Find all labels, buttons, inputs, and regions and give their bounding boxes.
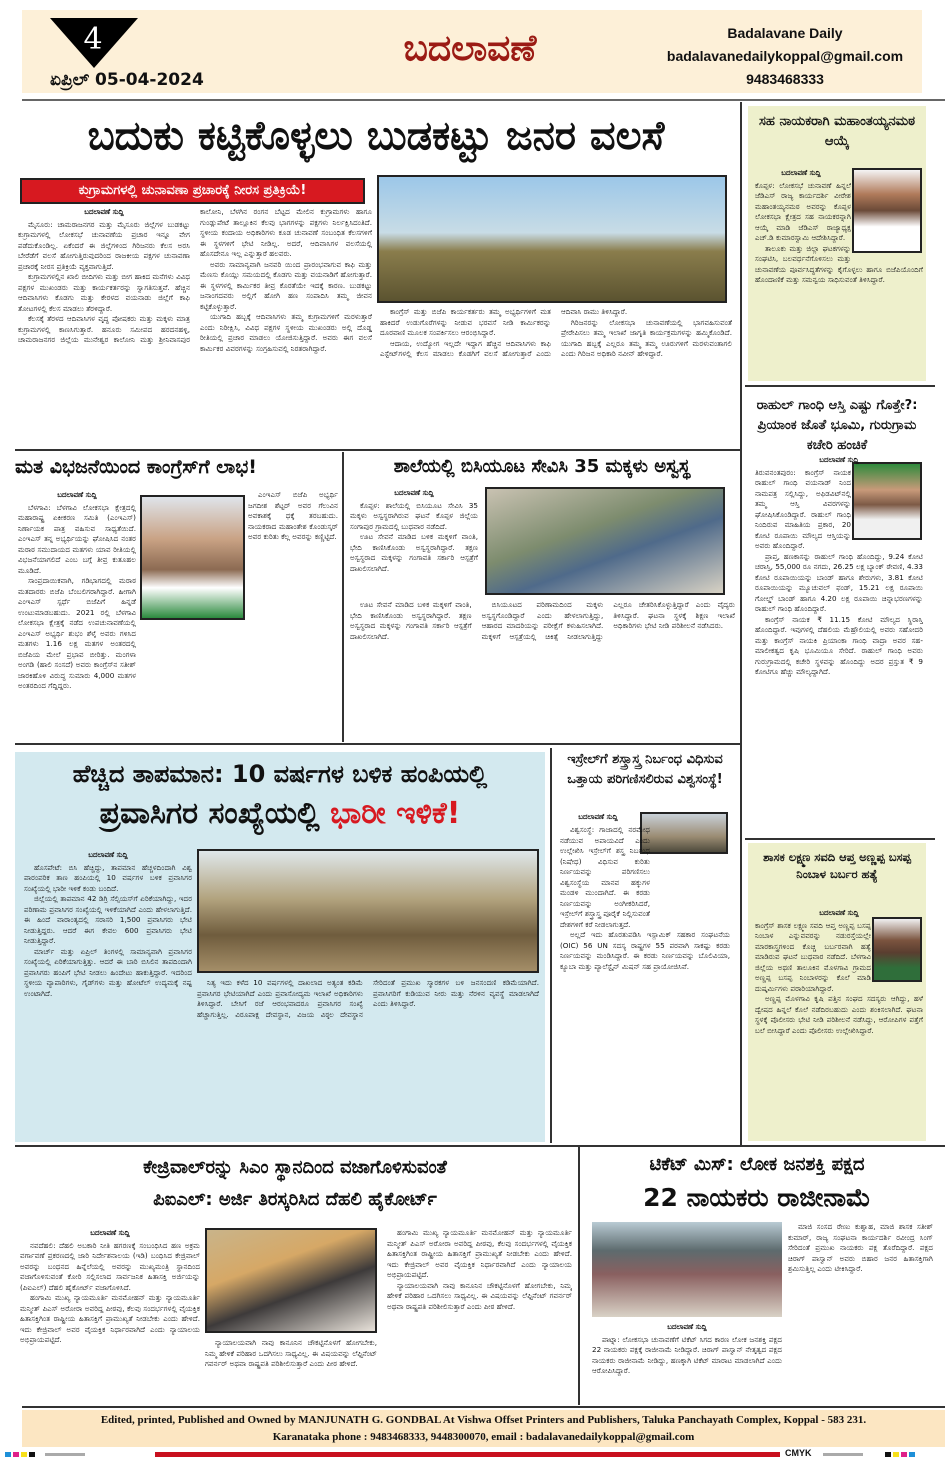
story2-headline: ಮತ ವಿಭಜನೆಯಿಂದ ಕಾಂಗ್ರೆಸ್‌ಗೆ ಲಾಭ! bbox=[15, 456, 257, 478]
sidebar-body-rahul bbox=[755, 455, 923, 827]
sidebar-body-jds bbox=[755, 168, 923, 378]
byline: ಬದಲಾವಣೆ ಸುದ್ದಿ bbox=[819, 909, 859, 917]
page-number: 4 bbox=[83, 22, 103, 57]
divider bbox=[15, 743, 740, 745]
imprint-line-2: Karanataka phone : 9483468333, 9448300070, email : badalavanedailykoppal@gmail.com bbox=[272, 1431, 695, 1443]
paragraph: ಮಾರ್ಚ್ ಮತ್ತು ಏಪ್ರಿಲ್ ತಿಂಗಳಲ್ಲಿ ಸಾಮಾನ್ಯವಾಗಿ ಪ್ರವಾಸಿಗರ ಸಂಖ್ಯೆಯಲ್ಲಿ ಏರಿಕೆಯಾಗುತ್ತಿತ್ತು. ಆದರೆ ಈ ಬಾರಿ ಬಿಸಿಲಿನ ತಾಪದಿಂದಾಗಿ ಪ್ರವಾಸಿಗರು ಹಂಪಿಗೆ ಭೇಟಿ ನೀಡಲು ಹಿಂದೇಟು ಹಾಕುತ್ತಿದ್ದಾರೆ. ಇದರಿಂದ ಸ್ಥಳೀಯ ವ್ಯಾಪಾರಿಗಳು, ಗೈಡ್‌ಗಳು ಮತ್ತು ಹೋಟೆಲ್ ಉದ್ಯಮಕ್ಕೆ ನಷ್ಟ ಉಂಟಾಗಿದೆ. bbox=[24, 946, 192, 998]
paragraph: ನ್ಯಾಯಾಲಯವಾಗಿ ನಾವು ಕಾನೂನಿನ ಚೌಕಟ್ಟಿನೊಳಗೆ ಹೋಗಬೇಕು, ನಿಮ್ಮ ಹೇಳಿಕೆ ಪರಿಹಾರ ಒದಗಿಸಲು ಸಾಧ್ಯವಿಲ್ಲ. ಈ ವಿಷಯವನ್ನು ಲೆಫ್ಟಿನೆಂಟ್ ಗವರ್ನರ್ ಅಥವಾ ರಾಷ್ಟ್ರಪತಿ ಪರಿಶೀಲಿಸುತ್ತಾರೆ ಎಂದು ಪೀಠ ಹೇಳಿದೆ. bbox=[387, 1280, 572, 1311]
contact-email: badalavanedailykoppal@gmail.com bbox=[666, 48, 904, 64]
rally-photo bbox=[592, 1222, 782, 1317]
byline: ಬದಲಾವಣೆ ಸುದ್ದಿ bbox=[90, 1229, 130, 1237]
paragraph: ನ್ಯಾಯಾಲಯವಾಗಿ ನಾವು ಕಾನೂನಿನ ಚೌಕಟ್ಟಿನೊಳಗೆ ಹೋಗಬೇಕು, ನಿಮ್ಮ ಹೇಳಿಕೆ ಪರಿಹಾರ ಒದಗಿಸಲು ಸಾಧ್ಯವಿಲ್ಲ. ಈ ವಿಷಯವನ್ನು ಲೆಫ್ಟಿನೆಂಟ್ ಗವರ್ನರ್ ಅಥವಾ ರಾಷ್ಟ್ರಪತಿ ಪರಿಶೀಲಿಸುತ್ತಾರೆ ಎಂದು ಪೀಠ ಹೇಳಿದೆ. bbox=[205, 1338, 377, 1368]
story6-body-col3 bbox=[387, 1228, 572, 1400]
paragraph: ಕಾಂಗ್ರೆಸ್ ನಾಯಕ ₹ 11.15 ಕೋಟಿ ಮೌಲ್ಯದ ಸ್ಥಿರಾಸ್ತಿ ಹೊಂದಿದ್ದಾರೆ. ಇವುಗಳಲ್ಲಿ ದೆಹಲಿಯ ಮೆಹ್ರೌಲಿಯಲ್ಲಿ ಅವರು ಸಹೋದರಿ ಮತ್ತು ಕಾಂಗ್ರೆಸ್ ನಾಯಕಿ ಪ್ರಿಯಾಂಕಾ ಗಾಂಧಿ ವಾದ್ರಾ ಅವರ ಸಹ-ಮಾಲೀಕತ್ವದ ಕೃಷಿ ಭೂಮಿಯೂ ಸೇರಿದೆ. ರಾಹುಲ್ ಗಾಂಧಿ ಅವರು ಗುರುಗ್ರಾಮದಲ್ಲಿ ಕಚೇರಿ ಸ್ಥಳವನ್ನು ಹೊಂದಿದ್ದು ಅದರ ಪ್ರಸ್ತುತ ₹ 9 ಕೋಟಿಗೂ ಹೆಚ್ಚು ಮೌಲ್ಯದ್ದಾಗಿದೆ. bbox=[755, 614, 923, 676]
paragraph: ಸಾಂಪ್ರದಾಯಿಕವಾಗಿ, ಗಡಿಭಾಗದಲ್ಲಿ ಮರಾಠ ಮತದಾರರು ಬಿಜೆಪಿ ಬೆಂಬಲಿಗರಾಗಿದ್ದಾರೆ. ಹೀಗಾಗಿ ಎಂಇಎಸ್ ಸ್ಪರ್ಧೆ ಬಿಜೆಪಿಗೆ ಹಿನ್ನಡೆ ಉಂಟುಮಾಡಬಹುದು. 2021 ರಲ್ಲಿ ಬೆಳಗಾವಿ ಲೋಕಸಭಾ ಕ್ಷೇತ್ರಕ್ಕೆ ನಡೆದ ಉಪಚುನಾವಣೆಯಲ್ಲಿ ಎಂಇಎಸ್ ಅಭ್ಯರ್ಥಿ ಶುಭಂ ಶೆಳ್ಕೆ ಅವರು ಗಳಿಸಿದ ಮತಗಳು 1.16 ಲಕ್ಷ ಮತಗಳ ಅಂತರದಲ್ಲಿ ಬಿಜೆಪಿಯ ಮೇಲೆ ಪ್ರಭಾವ ಬೀರಿತ್ತು. ಮಂಗಳಾ ಅಂಗಡಿ (ಹಾಲಿ ಸಂಸದೆ) ಅವರು ಕಾಂಗ್ರೆಸ್‌ನ ಸತೀಶ್ ಜಾರಕಿಹೊಳಿ ವಿರುದ್ಧ ಸುಮಾರು 4,000 ಮತಗಳ ಅಂತರದಿಂದ ಗೆದ್ದಿದ್ದರು. bbox=[18, 576, 136, 690]
paragraph: ಊಟ ಸೇವನೆ ಮಾಡಿದ ಬಳಿಕ ಮಕ್ಕಳಿಗೆ ವಾಂತಿ, ಭೇದಿ ಕಾಣಿಸಿಕೊಂಡು ಅಸ್ವಸ್ಥರಾಗಿದ್ದಾರೆ. ತಕ್ಷಣ ಅಸ್ವಸ್ಥರಾದ ಮಕ್ಕಳನ್ನು ಗಂಗಾವತಿ ಸರ್ಕಾರಿ ಆಸ್ಪತ್ರೆಗೆ ದಾಖಲಿಸಲಾಗಿದೆ. bbox=[350, 600, 472, 641]
paragraph: ಪಾಟ್ನಾ: ಲೋಕಸಭಾ ಚುನಾವಣೆಗೆ ಟಿಕೆಟ್ ಸಿಗದ ಕಾರಣ ಲೋಕ ಜನಶಕ್ತಿ ಪಕ್ಷದ 22 ನಾಯಕರು ಪಕ್ಷಕ್ಕೆ ರಾಜೀನಾಮೆ ನೀಡಿದ್ದಾರೆ. ಚಿರಾಗ್ ಪಾಸ್ವಾನ್ ನೇತೃತ್ವದ ಪಕ್ಷದ ನಾಯಕರು ರಾಜೀನಾಮೆ ನೀಡಿದ್ದು, ಹಣಕ್ಕಾಗಿ ಟಿಕೆಟ್ ಮಾರಾಟ ಮಾಡಲಾಗಿದೆ ಎಂದು ಆರೋಪಿಸಿದ್ದಾರೆ. bbox=[592, 1334, 782, 1375]
story3-headline: ಶಾಲೆಯಲ್ಲಿ ಬಿಸಿಯೂಟ ಸೇವಿಸಿ 35 ಮಕ್ಕಳು ಅಸ್ವಸ್ಥ bbox=[393, 456, 691, 477]
headline-red: ಭಾರೀ ಇಳಿಕೆ! bbox=[330, 796, 461, 831]
paragraph: ಕೆಲಸಕ್ಕೆ ತೆರಳದ ಆದಿವಾಸಿಗಳ ವೃದ್ಧ ಪೋಷಕರು ಮತ್ತು ಮಕ್ಕಳು ಮಾತ್ರ ಕುಗ್ರಾಮಗಳಲ್ಲಿ ಕಾಣಸಿಗುತ್ತಾರೆ. ಹನೂರು ಸಮೀಪದ ಹರದನಹಳ್ಳಿ, ಚಾಮರಾಜನಗರ ಜಿಲ್ಲೆಯ ಮುನೇಶ್ವರ ಕಾಲೋನಿ ಮತ್ತು ಶ್ರೀನಿವಾಸಪುರ ಕಾಲೋನಿ, ಬೆಳಗಿನ ರಂಗನ ಬೆಟ್ಟದ ಮೇಲಿನ ಕುಗ್ರಾಮಗಳು ಹಾಗೂ ಗುಂಡ್ಲುಪೇಟೆ ತಾಲ್ಲೂಕಿನ ಕೆಲವು ಭಾಗಗಳನ್ನು ಪಕ್ಷಗಳು ನಿರ್ಲಕ್ಷಿಸಿದಂತಿದೆ. ಸ್ಥಳೀಯ ಕಂದಾಯ ಅಧಿಕಾರಿಗಳು ಕೂಡ ಚುನಾವಣೆ ಸಂಬಂಧಿತ ಕೆಲಸಗಳಿಗೆ ಈ ಸ್ಥಳಗಳಿಗೆ ಭೇಟಿ ನೀಡಿಲ್ಲ. ಅದರೆ, ಆದಿವಾಸಿಗಳ ವಲಸೆಯಲ್ಲಿ ಹೊಸದೇನೂ ಇಲ್ಲ ಎನ್ನುತ್ತಾರೆ ಹಲವರು. bbox=[18, 207, 372, 344]
byline: ಬದಲಾವಣೆ ಸುದ್ದಿ bbox=[394, 489, 434, 497]
cmyk-mark: CMYK bbox=[785, 1448, 812, 1458]
imprint-footer bbox=[22, 1410, 945, 1447]
paragraph: ಅವರು ಸಾಮಾನ್ಯವಾಗಿ ಜನವರಿ ಯಿಂದ ಪ್ರಾರಂಭವಾಗುವ ಕಾಫಿ ಮತ್ತು ಮೆಣಸು ಕೊಯ್ಲು ಸಮಯದಲ್ಲಿ ಕೊಡಗು ಮತ್ತು ವಯನಾಡಿಗೆ ಹೋಗುತ್ತಾರೆ. ಈ ಸ್ಥಳಗಳಲ್ಲಿ ಕಾರ್ಮಿಕರ ತೀವ್ರ ಕೊರತೆಯೇ ಇದಕ್ಕೆ ಕಾರಣ. ಬುಡಕಟ್ಟು ಜನಾಂಗದವರು ಅಲ್ಲಿಗೆ ಹೋಗಿ ಹಣ ಸಂಪಾದಿಸಿ ತಮ್ಮ ಜೀವನ ಕಟ್ಟಿಕೊಳ್ಳುತ್ತಾರೆ. bbox=[200, 259, 372, 311]
spacer bbox=[871, 921, 923, 985]
story6-headline bbox=[15, 1152, 575, 1216]
byline: ಬದಲಾವಣೆ ಸುದ್ದಿ bbox=[88, 851, 128, 859]
column-divider bbox=[550, 748, 552, 1143]
paper-name: Badalavane Daily bbox=[727, 25, 843, 41]
story7-body-col2 bbox=[788, 1222, 933, 1402]
paragraph: ಕೊಪ್ಪಳ: ಶಾಲೆಯಲ್ಲಿ ಬಿಸಿಯೂಟ ಸೇವಿಸಿ 35 ಮಕ್ಕಳು ಅಸ್ವಸ್ಥರಾಗಿರುವ ಘಟನೆ ಕೊಪ್ಪಳ ಜಿಲ್ಲೆಯ ಸಂಗಾಪುರ ಗ್ರಾಮದಲ್ಲಿ ಬುಧವಾರ ನಡೆದಿದೆ. bbox=[350, 500, 478, 531]
byline: ಬದಲಾವಣೆ ಸುದ್ದಿ bbox=[84, 208, 124, 216]
divider bbox=[22, 1406, 945, 1408]
divider bbox=[745, 838, 935, 840]
byline: ಬದಲಾವಣೆ ಸುದ್ದಿ bbox=[667, 1323, 707, 1331]
hampi-photo bbox=[197, 849, 539, 973]
sidebar-headline: ಶಾಸಕ ಲಕ್ಷ್ಮಣ ಸವದಿ ಆಪ್ತ ಅಣ್ಣಪ್ಪ ಬಸಪ್ಪ ನಿಂಬಾಳ ಬರ್ಬರ ಹತ್ಯೆ bbox=[763, 850, 911, 881]
paragraph-text: ಕಾಂಗ್ರೆಸ್ ಶಾಸಕ ಲಕ್ಷ್ಮಣ ಸವದಿ ಆಪ್ತ ಅಣ್ಣಪ್ಪ ಬಸಪ್ಪ ನಿಂಬಾಳ ಎನ್ನುವವರನ್ನು ನಡುರಸ್ತೆಯಲ್ಲೇ ಮಾರಕಾಸ್ತ್ರಗಳಿಂದ ಕೊಚ್ಚಿ ಬರ್ಬರವಾಗಿ ಹತ್ಯೆ ಮಾಡಿರುವ ಘಟನೆ ಬುಧವಾರ ನಡೆದಿದೆ. ಬೆಳಗಾವಿ ಜಿಲ್ಲೆಯ ಅಥಣಿ ತಾಲೂಕಿನ ಮೊಳಗಾವಿ ಗ್ರಾಮದ ಅಣ್ಣಪ್ಪ ಬಸಪ್ಪ ನಿಂಬಾಳರನ್ನು ಕೊಲೆ ಮಾಡಿ ದುಷ್ಕರ್ಮಿಗಳು ಪರಾರಿಯಾಗಿದ್ದಾರೆ. bbox=[755, 920, 871, 993]
story5-headline: ಇಸ್ರೇಲ್‌ಗೆ ಶಸ್ತ್ರಾಸ್ತ್ರ ನಿರ್ಬಂಧ ವಿಧಿಸುವ ಒತ್ತಾಯ ಪರಿಗಣಿಸಲಿರುವ ವಿಶ್ವಸಂಸ್ಥೆ! bbox=[567, 752, 723, 787]
masthead-contact bbox=[660, 22, 910, 91]
paragraph: ಆದಾಯ, ಉದ್ಯೋಗ ಇಲ್ಲದೇ ಇದ್ದಾಗ ಹೆಚ್ಚಿನ ಆದಿವಾಸಿಗಳು ಕಾಫಿ ಎಸ್ಟೇಟ್‌ಗಳಲ್ಲಿ ಕೆಲಸ ಮಾಡಲು ಕೊಡಗಿಗೆ ವಲಸೆ ಹೋಗುತ್ತಾರೆ ಎಂದು ಆದಿವಾಸಿ ರಾಮು ತಿಳಿಸಿದ್ದಾರೆ. bbox=[380, 307, 628, 358]
paragraph: ಮೈಸೂರು: ಚಾಮರಾಜನಗರ ಮತ್ತು ಮೈಸೂರು ಜಿಲ್ಲೆಗಳ ಬುಡಕಟ್ಟು ಕುಗ್ರಾಮಗಳಲ್ಲಿ ಲೋಕಸಭೆ ಚುನಾವಣೆಯ ಪ್ರಚಾರ ಇನ್ನೂ ವೇಗ ಪಡೆದುಕೊಂಡಿಲ್ಲ. ಏಕೆಂದರೆ ಈ ಜಿಲ್ಲೆಗಳಿಂದ ಗಿರಿಜನರು ಕೆಲಸ ಅರಸಿ ಬೇರೆಡೆಗೆ ವಲಸೆ ಹೋಗುತ್ತಿರುವುದರಿಂದ ರಾಜಕೀಯ ಪಕ್ಷಗಳ ಚುನಾವಣಾ ಪ್ರಚಾರಕ್ಕೆ ನೀರಸ ಪ್ರತಿಕ್ರಿಯೆ ವ್ಯಕ್ತವಾಗುತ್ತಿದೆ. bbox=[18, 219, 190, 271]
story3-body-bottom bbox=[350, 600, 735, 740]
headline-line-1: ಕೇಜ್ರಿವಾಲ್‌ರನ್ನು ಸಿಎಂ ಸ್ಥಾನದಿಂದ ವಜಾಗೊಳಿಸುವಂತೆ bbox=[143, 1157, 447, 1178]
sidebar-headline: ರಾಹುಲ್ ಗಾಂಧಿ ಆಸ್ತಿ ಎಷ್ಟು ಗೊತ್ತೇ?: ಪ್ರಿಯಾಂಕ ಜೊತೆ ಭೂಮಿ, ಗುರುಗ್ರಾಮ ಕಚೇರಿ ಹಂಚಿಕೆ bbox=[756, 398, 918, 453]
column-divider bbox=[578, 1147, 580, 1405]
spacer bbox=[851, 468, 923, 550]
divider bbox=[15, 449, 740, 451]
headline-line-2: 22 ನಾಯಕರು ರಾಜೀನಾಮೆ bbox=[643, 1183, 871, 1212]
story4-headline-2 bbox=[20, 793, 540, 835]
paragraph: ಅಣ್ಣಪ್ಪ ಮೊಳಗಾವಿ ಕೃಷಿ ಪತ್ತಿನ ಸಂಘದ ಸದಸ್ಯರು ಆಗಿದ್ದು, ಹಳೆ ದ್ವೇಷದ ಹಿನ್ನಲೆ ಕೊಲೆ ನಡೆದಿರಬಹುದು ಎಂದು ಶಂಕಿಸಲಾಗಿದೆ. ಘಟನಾ ಸ್ಥಳಕ್ಕೆ ಪೊಲೀಸರು ಭೇಟಿ ನೀಡಿ ಪರಿಶೀಲನೆ ನಡೆಸಿದ್ದು, ಆರೋಪಿಗಳ ಪತ್ತೆಗೆ ಬಲೆ ಬೀಸಿದ್ದಾರೆ ಎಂದು ಪೊಲೀಸರು ಉಲ್ಲೇಖಿಸಿದ್ದಾರೆ. bbox=[755, 994, 923, 1035]
story2-body-col1 bbox=[18, 490, 136, 740]
issue-date: ಏಪ್ರಿಲ್ 05-04-2024 bbox=[50, 70, 204, 90]
lead-headline: ಬದುಕು ಕಟ್ಟಿಕೊಳ್ಳಲು ಬುಡಕಟ್ಟು ಜನರ ವಲಸೆ bbox=[87, 113, 665, 159]
paragraph: ಹಂಗಾಮಿ ಮುಖ್ಯ ನ್ಯಾಯಮೂರ್ತಿ ಮನಮೋಹನ್ ಮತ್ತು ನ್ಯಾಯಮೂರ್ತಿ ಮನ್ಮೀತ್ ಪಿಎಸ್ ಅರೋರಾ ಅವರಿದ್ದ ಪೀಠವು, ಕೆಲವು ಸಂದರ್ಭಗಳಲ್ಲಿ ವೈಯಕ್ತಿಕ ಹಿತಾಸಕ್ತಿಗಿಂತ ರಾಷ್ಟ್ರೀಯ ಹಿತಾಸಕ್ತಿಗೆ ಪ್ರಾಮುಖ್ಯತೆ ನೀಡಬೇಕು ಎಂದು ಹೇಳಿದೆ. ಇದು ಕೇಜ್ರಿವಾಲ್ ಅವರ ವೈಯಕ್ತಿಕ ನಿರ್ಧಾರವಾಗಿದೆ ಎಂದು ನ್ಯಾಯಾಲಯ ಅಭಿಪ್ರಾಯಪಟ್ಟಿದೆ. bbox=[387, 1228, 572, 1279]
lead-body-left bbox=[18, 207, 372, 445]
column-divider bbox=[740, 102, 742, 1145]
story5-body bbox=[560, 825, 730, 1140]
headline-black: ಪ್ರವಾಸಿಗರ ಸಂಖ್ಯೆಯಲ್ಲಿ bbox=[99, 796, 320, 831]
byline: ಬದಲಾವಣೆ ಸುದ್ದಿ bbox=[57, 491, 97, 499]
story4-body-col1 bbox=[24, 850, 192, 1135]
spacer bbox=[851, 181, 923, 259]
column-divider bbox=[342, 452, 344, 742]
story6-body-col2 bbox=[205, 1338, 377, 1400]
sidebar-headline: ಸಹ ನಾಯಕರಾಗಿ ಮಹಾಂತಯ್ಯನಮಠ ಆಯ್ಕೆ bbox=[759, 114, 915, 149]
paragraph: ಬೆಳಗಾವಿ: ಬೆಳಗಾವಿ ಲೋಕಸಭಾ ಕ್ಷೇತ್ರದಲ್ಲಿ ಮಹಾರಾಷ್ಟ್ರ ಏಕೀಕರಣ ಸಮಿತಿ (ಎಂಇಎಸ್) ನಿರ್ಣಾಯಕ ಪಾತ್ರ ವಹಿಸುವ ಸಾಧ್ಯತೆಯಿದೆ. ಎಂಇಎಸ್ ತನ್ನ ಅಭ್ಯರ್ಥಿಯನ್ನು ಘೋಷಿಸಿದ ನಂತರ ಮರಾಠ ಸಮುದಾಯದ ಮತಗಳು ಯಾವ ರೀತಿಯಲ್ಲಿ ವಿಭಜನೆಯಾಗಲಿದೆ ಎಂಬ ಬಗ್ಗೆ ತೀವ್ರ ಕುತೂಹಲ ಮೂಡಿದೆ. bbox=[18, 502, 136, 575]
paragraph bbox=[755, 921, 923, 995]
paragraph: ನಿತ್ಯ ಇದು ಕಳೆದ 10 ವರ್ಷಗಳಲ್ಲಿ ದಾಖಲಾದ ಅತ್ಯಂತ ಕಡಿಮೆ ಪ್ರವಾಸಿಗರ ಭೇಟಿಯಾಗಿದೆ ಎಂದು ಪ್ರವಾಸೋದ್ಯಮ ಇಲಾಖೆ ಅಧಿಕಾರಿಗಳು ತಿಳಿಸಿದ್ದಾರೆ. ಬೇಸಿಗೆ ರಜೆ ಆರಂಭವಾದರೂ ಪ್ರವಾಸಿಗರ ಸಂಖ್ಯೆ ಹೆಚ್ಚಾಗುತ್ತಿಲ್ಲ. ವಿರೂಪಾಕ್ಷ ದೇವಸ್ಥಾನ, ವಿಜಯ ವಿಠ್ಠಲ ದೇವಸ್ಥಾನ ಸೇರಿದಂತೆ ಪ್ರಮುಖ ಸ್ಮಾರಕಗಳ ಬಳಿ ಜನಸಂದಣಿ ಕಡಿಮೆಯಾಗಿದೆ. ಪ್ರವಾಸಿಗರಿಗೆ ಕುಡಿಯುವ ನೀರು ಮತ್ತು ನೆರಳಿನ ವ್ಯವಸ್ಥೆ ಮಾಡಲಾಗಿದೆ ಎಂದು ತಿಳಿಸಿದ್ದಾರೆ. bbox=[197, 978, 539, 1019]
paragraph: ಕುಗ್ರಾಮಗಳಲ್ಲಿನ ಖಾಲಿ ಬೀದಿಗಳು ಮತ್ತು ಬೀಗ ಹಾಕಿದ ಮನೆಗಳು ವಿವಿಧ ಪಕ್ಷಗಳ ಮುಖಂಡರು ಮತ್ತು ಕಾರ್ಯಕರ್ತರನ್ನು ಸ್ವಾಗತಿಸುತ್ತವೆ. ಹೆಚ್ಚಿನ ಆದಿವಾಸಿಗಳು ಕೊಡಗು ಮತ್ತು ಕೇರಳದ ವಯನಾಡು ಜಿಲ್ಲೆಗೆ ಕಾಫಿ ತೋಟಗಳಲ್ಲಿ ಕೆಲಸ ಮಾಡಲು ತೆರಳಿದ್ದಾರೆ. bbox=[18, 272, 190, 313]
story6-body-col1 bbox=[20, 1228, 200, 1400]
byline: ಬದಲಾವಣೆ ಸುದ್ದಿ bbox=[578, 813, 618, 821]
story2-body-col2 bbox=[248, 490, 338, 740]
lead-body-right bbox=[380, 307, 732, 445]
sidebar-body-savadi bbox=[755, 908, 923, 1138]
color-registration-strip bbox=[5, 1448, 940, 1460]
story3-body-top bbox=[350, 488, 478, 596]
newspaper-logo: ಬದಲಾವಣೆ bbox=[403, 28, 537, 69]
paragraph: ಬಿಸಿಯೂಟದ ಪರಿಣಾಮದಿಂದ ಮಕ್ಕಳು ಅಸ್ವಸ್ಥಗೊಂಡಿದ್ದಾರೆ ಎಂದು ಹೇಳಲಾಗುತ್ತಿದ್ದು, ಆಹಾರದ ಮಾದರಿಯನ್ನು ಪರೀಕ್ಷೆಗೆ ಕಳುಹಿಸಲಾಗಿದೆ. ಮಕ್ಕಳಿಗೆ ಆಸ್ಪತ್ರೆಯಲ್ಲಿ ಚಿಕಿತ್ಸೆ ನೀಡಲಾಗುತ್ತಿದ್ದು ಎಲ್ಲರೂ ಚೇತರಿಸಿಕೊಳ್ಳುತ್ತಿದ್ದಾರೆ ಎಂದು ವೈದ್ಯರು ತಿಳಿಸಿದ್ದಾರೆ. ಘಟನಾ ಸ್ಥಳಕ್ಕೆ ಶಿಕ್ಷಣ ಇಲಾಖೆ ಅಧಿಕಾರಿಗಳು ಭೇಟಿ ನೀಡಿ ಪರಿಶೀಲನೆ ನಡೆಸಿದರು. bbox=[481, 600, 735, 641]
kejriwal-photo bbox=[205, 1228, 377, 1333]
story4-body-col2 bbox=[197, 978, 539, 1135]
politician-photo bbox=[140, 495, 245, 620]
story4-headline-1: ಹೆಚ್ಚಿದ ತಾಪಮಾನ: 10 ವರ್ಷಗಳ ಬಳಿಕ ಹಂಪಿಯಲ್ಲಿ bbox=[72, 760, 488, 788]
divider bbox=[22, 99, 945, 101]
paragraph: ಕಾಂಗ್ರೆಸ್ ಮತ್ತು ಬಿಜೆಪಿ ಕಾರ್ಯಕರ್ತರು ತಮ್ಮ ಅಭ್ಯರ್ಥಿಗಳಿಗೆ ಮತ ಹಾಕಿದರೆ ಉಡುಗೊರೆಗಳನ್ನು ನೀಡುವ ಭರವಸೆ ನೀಡಿ ಕಾರ್ಮಿಕರನ್ನು ದೂರವಾಣಿ ಮೂಲಕ ಸಂಪರ್ಕಿಸಲು ಆರಂಭಿಸಿದ್ದಾರೆ. bbox=[380, 307, 551, 337]
paragraph: ಊಟ ಸೇವನೆ ಮಾಡಿದ ಬಳಿಕ ಮಕ್ಕಳಿಗೆ ವಾಂತಿ, ಭೇದಿ ಕಾಣಿಸಿಕೊಂಡು ಅಸ್ವಸ್ಥರಾಗಿದ್ದಾರೆ. ತಕ್ಷಣ ಅಸ್ವಸ್ಥರಾದ ಮಕ್ಕಳನ್ನು ಗಂಗಾವತಿ ಸರ್ಕಾರಿ ಆಸ್ಪತ್ರೆಗೆ ದಾಖಲಿಸಲಾಗಿದೆ. bbox=[350, 532, 478, 573]
paragraph-text: ತಿರುವನಂತಪುರಂ: ಕಾಂಗ್ರೆಸ್ ನಾಯಕ ರಾಹುಲ್ ಗಾಂಧಿ ವಯನಾಡ್ ನಿಂದ ನಾಮಪತ್ರ ಸಲ್ಲಿಸಿದ್ದು, ಅಫಿಡವಿಟ್‌ನಲ್ಲಿ ತಮ್ಮ ಆಸ್ತಿ ವಿವರಗಳನ್ನು ಘೋಷಿಸಿಕೊಂಡಿದ್ದಾರೆ. ರಾಹುಲ್ ಗಾಂಧಿ ನಿಂದಿರುವ ಮಾಹಿತಿಯ ಪ್ರಕಾರ, 20 ಕೋಟಿ ರೂಪಾಯಿ ಮೌಲ್ಯದ ಆಸ್ತಿಯನ್ನು ಅವರು ಹೊಂದಿದ್ದಾರೆ. bbox=[755, 467, 851, 550]
headline-line-1: ಟಿಕೆಟ್ ಮಿಸ್: ಲೋಕ ಜನಶಕ್ತಿ ಪಕ್ಷದ bbox=[649, 1154, 865, 1175]
contact-phone: 9483468333 bbox=[746, 71, 824, 87]
paragraph bbox=[755, 468, 923, 552]
paragraph-text: ಕೊಪ್ಪಳ: ಲೋಕಸಭೆ ಚುನಾವಣೆ ಹಿನ್ನಲೆ ಜೆಡಿಎಸ್ ರಾಜ್ಯ ಕಾರ್ಯದರ್ಶಿ ವೀರೇಶ ಮಹಾಂತಯ್ಯನಮಠ ಅವರನ್ನು ಕೊಪ್ಪಳ ಲೋಕಸಭಾ ಕ್ಷೇತ್ರದ ಸಹ ನಾಯಕರನ್ನಾಗಿ ಆಯ್ಕೆ ಮಾಡಿ ಜೆಡಿಎಸ್ ರಾಜ್ಯಾಧ್ಯಕ್ಷ ಎಚ್.ಡಿ ಕುಮಾರಸ್ವಾಮಿ ಆದೇಶಿಸಿದ್ದಾರೆ. bbox=[755, 180, 851, 242]
paragraph: ಎಂಇಎಸ್ ಬಿಜೆಪಿ ಅಭ್ಯರ್ಥಿ ಜಗದೀಶ ಶೆಟ್ಟರ್ ಅವರ ಗೆಲುವಿನ ಅವಕಾಶಕ್ಕೆ ಧಕ್ಕೆ ತರಬಹುದು. ನಾಯಕರಾದ ಮಹಾಂತೇಶ ಕೊಂಡುಸ್ಕರ್ ಅವರ ಕುರಿತು ಕೆಲ್ಲ ಅವರನ್ನು ಕಣ್ಣಿಟ್ಟಿದೆ. bbox=[248, 490, 338, 541]
paragraph: ಮಾಜಿ ಸಂಸದ ರೇಣು ಕುಶ್ವಾಹ, ಮಾಜಿ ಶಾಸಕ ಸತೀಶ್ ಕುಮಾರ್, ರಾಜ್ಯ ಸಂಘಟನಾ ಕಾರ್ಯದರ್ಶಿ ರವೀಂದ್ರ ಸಿಂಗ್ ಸೇರಿದಂತೆ ಪ್ರಮುಖ ನಾಯಕರು ಪಕ್ಷ ತೊರೆದಿದ್ದಾರೆ. ಪಕ್ಷದ ಚಿರಾಗ್ ಪಾಸ್ವಾನ್ ಅವರು ಬಿಹಾರ ಜನರ ಹಿತಾಸಕ್ತಿಗಾಗಿ ಶ್ರಮಿಸುತ್ತಿಲ್ಲ ಎಂದು ಟೀಕಿಸಿದ್ದಾರೆ. bbox=[788, 1222, 933, 1273]
byline: ಬದಲಾವಣೆ ಸುದ್ದಿ bbox=[781, 169, 821, 177]
paragraph bbox=[755, 181, 923, 244]
story7-body-col1 bbox=[592, 1322, 782, 1402]
paragraph: ಪ್ರಾಪ್ತ, ಹಣಕಾಸನ್ನು ರಾಹುಲ್ ಗಾಂಧಿ ಹೊಂದಿದ್ದು, 9.24 ಕೋಟಿ ಚರಾಸ್ತಿ, 55,000 ರೂ ನಗದು, 26.25 ಲಕ್ಷ ಬ್ಯಾಂಕ್ ಠೇವಣಿ, 4.33 ಕೋಟಿ ರೂಪಾಯಿಯನ್ನು ಬಾಂಡ್ ಹಾಗೂ ಶೇರುಗಳು, 3.81 ಕೋಟಿ ರೂಪಾಯಿಯನ್ನು ಮ್ಯೂಚುವಲ್ ಫಂಡ್, 15.21 ಲಕ್ಷ ರೂಪಾಯಿ ಗೋಲ್ಡ್ ಬಾಂಡ್ ಹಾಗೂ 4.20 ಲಕ್ಷ ರೂಪಾಯಿ ಚಿನ್ನಾಭರಣಗಳನ್ನು ರಾಹುಲ್ ಗಾಂಧಿ ಹೊಂದಿದ್ದಾರೆ. bbox=[755, 551, 923, 613]
paragraph: ಅಲ್ಲದೆ ಇದು ಹೊರತುಪಡಿಸಿ ಇಸ್ಲಾಮಿಕ್ ಸಹಕಾರ ಸಂಘಟನೆಯ (OIC) 56 UN ಸದಸ್ಯ ರಾಷ್ಟ್ರಗಳ 55 ಪರವಾಗಿ ಸಾಕಷ್ಟು ಕರಡು ನಿರ್ಣಯವನ್ನು ಮಂಡಿಸಿದ್ದಾರೆ. ಈ ಕರಡು ನಿರ್ಣಯವನ್ನು ಬೊಲಿವಿಯಾ, ಕ್ಯೂಬಾ ಮತ್ತು ಪ್ಯಾಲೆಸ್ಟೈನ್ ಮಿಷನ್ ಸಹ ಪ್ರಾಯೋಜಿಸಿವೆ. bbox=[560, 930, 730, 971]
story7-headline bbox=[582, 1150, 932, 1216]
paragraph: ವಿಶ್ವಸಂಸ್ಥೆ: ಗಾಜಾದಲ್ಲಿ ನರಮೇಧ ನಡೆಯುವ ಅಪಾಯವಿದೆ ಎಂದು ಉಲ್ಲೇಖಿಸಿ ಇಸ್ರೇಲ್‌ಗೆ ಶಸ್ತ್ರ ನಿರ್ಬಂಧ (ನಿಷೇಧ) ವಿಧಿಸುವ ಕುರಿತು ನಿರ್ಣಯವನ್ನು ಪರಿಗಣಿಸಲು ವಿಶ್ವಸಂಸ್ಥೆಯ ಮಾನವ ಹಕ್ಕುಗಳ ಮಂಡಳಿ ಮುಂದಾಗಿದೆ. ಈ ಕರಡು ನಿರ್ಣಯವನ್ನು ಅಂಗೀಕರಿಸಿದರೆ, ಇಸ್ರೇಲ್‌ಗೆ ಶಸ್ತ್ರಾಸ್ತ್ರ ಪೂರೈಕೆ ನಿಲ್ಲಿಸುವಂತೆ ದೇಶಗಳಿಗೆ ಕರೆ ನೀಡಲಾಗುತ್ತದೆ. bbox=[560, 825, 650, 929]
paragraph: ಯುಗಾದಿ ಹಬ್ಬಕ್ಕೆ ಆದಿವಾಸಿಗಳು ತಮ್ಮ ಕುಗ್ರಾಮಗಳಿಗೆ ಮರಳುತ್ತಾರೆ ಎಂದು ನಿರೀಕ್ಷಿಸಿ, ವಿವಿಧ ಪಕ್ಷಗಳ ಸ್ಥಳೀಯ ಮುಖಂಡರು ಅಲ್ಲಿ ದೊಡ್ಡ ರೀತಿಯಲ್ಲಿ ಪ್ರಚಾರ ಮಾಡಲು ಯೋಜಿಸುತ್ತಿದ್ದಾರೆ. ಅವರು ಈಗ ವಲಸೆ ಕಾರ್ಮಿಕರ ವಿವರಗಳನ್ನು ಸಂಗ್ರಹಿಸುವಲ್ಲಿ ನಿರತರಾಗಿದ್ದಾರೆ. bbox=[200, 312, 372, 353]
imprint-line-1: Edited, printed, Published and Owned by MANJUNATH G. GONDBAL At Vishwa Offset Printers and Publishers, Taluka Panchayath Complex, Koppal - 583 231. bbox=[100, 1414, 867, 1426]
school-meal-photo bbox=[485, 487, 725, 595]
lead-subhead: ಕುಗ್ರಾಮಗಳಲ್ಲಿ ಚುನಾವಣಾ ಪ್ರಚಾರಕ್ಕೆ ನೀರಸ ಪ್ರತಿಕ್ರಿಯೆ! bbox=[20, 178, 365, 204]
divider bbox=[745, 385, 935, 387]
paragraph: ತಾಲೂಕು ಮತ್ತು ಜಿಲ್ಲಾ ಘಟಕಗಳನ್ನು ಸಂಘಟಿಸಿ, ಬಲವರ್ಧನೆಗೊಳಿಸಲು ಮತ್ತು ಚುನಾವಣೆಯ ಪೂರ್ವಸಿದ್ಧತೆಗಳನ್ನು ಕೈಗೊಳ್ಳಲು ಹಾಗೂ ಬಿಜೆಪಿಯೊಂದಿಗೆ ಹೊಂದಾಣಿಕೆ ಮತ್ತು ಸಮನ್ವಯ ಸಾಧಿಸುವಂತೆ ತಿಳಿಸಿದ್ದಾರೆ. bbox=[755, 243, 923, 284]
byline: ಬದಲಾವಣೆ ಸುದ್ದಿ bbox=[819, 456, 859, 464]
paragraph: ನವದೆಹಲಿ: ದೆಹಲಿ ಅಬಕಾರಿ ನೀತಿ ಹಗರಣಕ್ಕೆ ಸಂಬಂಧಿಸಿದ ಹಣ ಅಕ್ರಮ ವರ್ಗಾವಣೆ ಪ್ರಕರಣದಲ್ಲಿ ಜಾರಿ ನಿರ್ದೇಶನಾಲಯ (ಇಡಿ) ಬಂಧಿಸಿದ ಕೇಜ್ರಿವಾಲ್ ಅವರನ್ನು ಬಂಧನದ ಹಿನ್ನೆಲೆಯಲ್ಲಿ ಅವರನ್ನು ಮುಖ್ಯಮಂತ್ರಿ ಸ್ಥಾನದಿಂದ ವಜಾಗೊಳಿಸುವಂತೆ ಕೋರಿ ಸಲ್ಲಿಸಲಾದ ಸಾರ್ವಜನಿಕ ಹಿತಾಸಕ್ತಿ ಅರ್ಜಿಯನ್ನು (ಪಿಐಎಲ್) ದೆಹಲಿ ಹೈಕೋರ್ಟ್ ವಜಾಗೊಳಿಸಿದೆ. bbox=[20, 1240, 200, 1292]
headline-line-2: ಪಿಐಎಲ್: ಅರ್ಜಿ ತಿರಸ್ಕರಿಸಿದ ದೆಹಲಿ ಹೈಕೋರ್ಟ್ bbox=[153, 1189, 437, 1210]
lead-photo-migrants bbox=[377, 175, 727, 303]
paragraph: ಜಿಲ್ಲೆಯಲ್ಲಿ ತಾಪಮಾನ 42 ಡಿಗ್ರಿ ಸೆಲ್ಸಿಯಸ್‌ಗೆ ಏರಿಕೆಯಾಗಿದ್ದು, ಇದರ ಪರಿಣಾಮ ಪ್ರವಾಸಿಗರ ಸಂಖ್ಯೆಯಲ್ಲಿ ಇಳಿಕೆಯಾಗಿದೆ ಎಂದು ಹೇಳಲಾಗುತ್ತಿದೆ. ಈ ಹಿಂದೆ ವಾರಾಂತ್ಯದಲ್ಲಿ ಸರಾಸರಿ 1,500 ಪ್ರವಾಸಿಗರು ಭೇಟಿ ನೀಡುತ್ತಿದ್ದರು. ಆದರೆ ಈಗ ಕೇವಲ 600 ಪ್ರವಾಸಿಗರು ಭೇಟಿ ನೀಡುತ್ತಿದ್ದಾರೆ. bbox=[24, 894, 192, 945]
divider bbox=[15, 1145, 945, 1147]
paragraph: ಗಿರಿಜನರನ್ನು ಲೋಕಸಭಾ ಚುನಾವಣೆಯಲ್ಲಿ ಭಾಗವಹಿಸುವಂತೆ ಪ್ರೇರೇಪಿಸಲು ತಮ್ಮ ಇಲಾಖೆ ಜಾಗೃತಿ ಕಾರ್ಯಕ್ರಮಗಳನ್ನು ಹಮ್ಮಿಕೊಂಡಿದೆ. ಯುಗಾದಿ ಹಬ್ಬಕ್ಕೆ ಎಲ್ಲರೂ ತಮ್ಮ ತಮ್ಮ ಊರುಗಳಿಗೆ ಮರಳುವಂತಾಗಲಿ ಎಂದು ಗಿರಿಜನ ಅಧಿಕಾರಿ ನವೀನ್ ಹೇಳಿದ್ದಾರೆ. bbox=[561, 317, 732, 358]
paragraph: ಹೊಸಪೇಟೆ: ಬಿಸಿ ಹೆಚ್ಚಿದ್ದು, ತಾಪಮಾನ ಹೆಚ್ಚಳದಿಂದಾಗಿ ವಿಶ್ವ ಪಾರಂಪರಿಕ ತಾಣ ಹಂಪಿಯಲ್ಲಿ 10 ವರ್ಷಗಳ ಬಳಿಕ ಪ್ರವಾಸಿಗರ ಸಂಖ್ಯೆಯಲ್ಲಿ ಭಾರೀ ಇಳಿಕೆ ಕಂಡು ಬಂದಿದೆ. bbox=[24, 862, 192, 893]
paragraph: ಹಂಗಾಮಿ ಮುಖ್ಯ ನ್ಯಾಯಮೂರ್ತಿ ಮನಮೋಹನ್ ಮತ್ತು ನ್ಯಾಯಮೂರ್ತಿ ಮನ್ಮೀತ್ ಪಿಎಸ್ ಅರೋರಾ ಅವರಿದ್ದ ಪೀಠವು, ಕೆಲವು ಸಂದರ್ಭಗಳಲ್ಲಿ ವೈಯಕ್ತಿಕ ಹಿತಾಸಕ್ತಿಗಿಂತ ರಾಷ್ಟ್ರೀಯ ಹಿತಾಸಕ್ತಿಗೆ ಪ್ರಾಮುಖ್ಯತೆ ನೀಡಬೇಕು ಎಂದು ಹೇಳಿದೆ. ಇದು ಕೇಜ್ರಿವಾಲ್ ಅವರ ವೈಯಕ್ತಿಕ ನಿರ್ಧಾರವಾಗಿದೆ ಎಂದು ನ್ಯಾಯಾಲಯ ಅಭಿಪ್ರಾಯಪಟ್ಟಿದೆ. bbox=[20, 1293, 200, 1344]
